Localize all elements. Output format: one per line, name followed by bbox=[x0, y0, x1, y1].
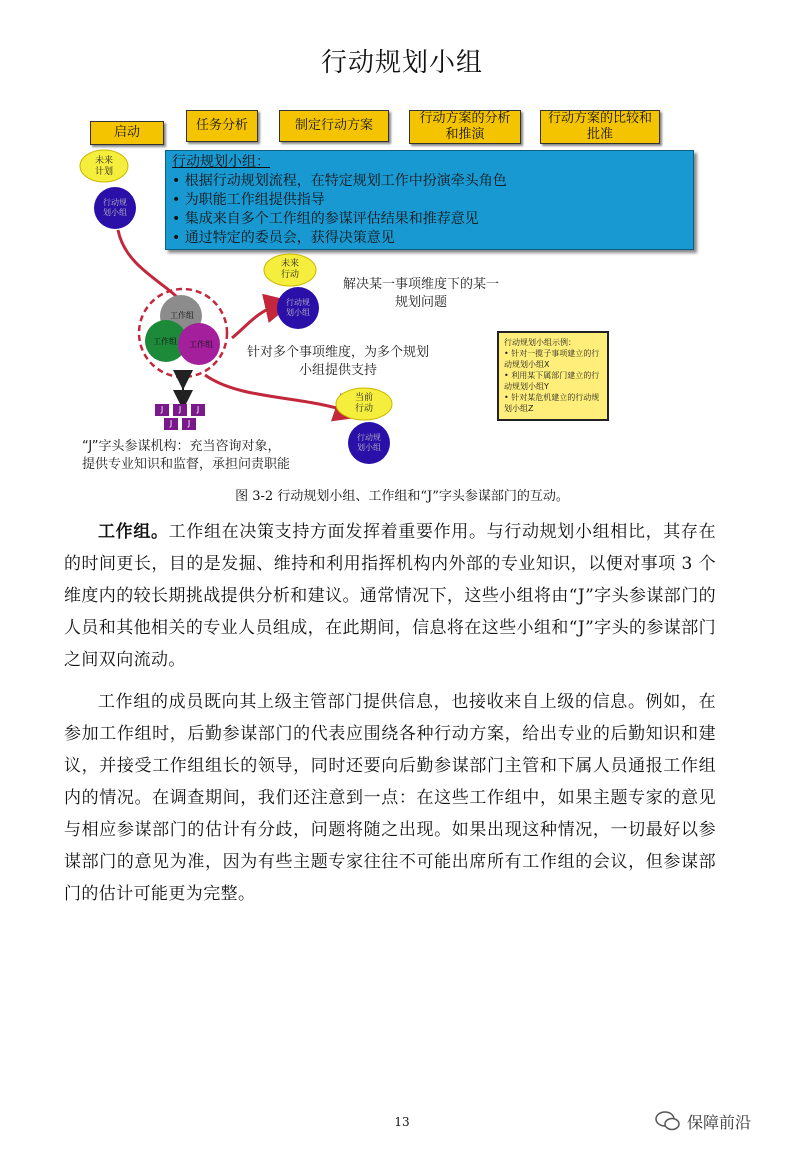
example-item-text: 针对一揽子事项建立的行动规划小组X bbox=[504, 349, 600, 369]
example-item-text: 利用某下属部门建立的行动规划小组Y bbox=[504, 371, 600, 391]
watermark bbox=[655, 1108, 795, 1134]
arrow-to-future-action bbox=[232, 305, 280, 338]
note-multi-dimension: 针对多个事项维度，为多个规划 小组提供支持 bbox=[246, 345, 429, 378]
watermark-text: 保障前沿 bbox=[687, 1112, 752, 1132]
cloud-current-action-label: 当前 行动 bbox=[354, 393, 373, 414]
example-item-text: 针对某危机建立的行动规划小组Z bbox=[504, 393, 600, 413]
info-box-item: • 为职能工作组提供指导 bbox=[172, 191, 687, 210]
j-icon-letter: J bbox=[178, 405, 182, 414]
working-group-label: 工作组 bbox=[189, 340, 213, 349]
step-task-analysis: 任务分析 bbox=[186, 110, 258, 142]
j-icon-letter: J bbox=[196, 405, 200, 414]
step-develop-coa: 制定行动方案 bbox=[279, 110, 389, 142]
examples-title: 行动规划小组示例： bbox=[504, 338, 576, 347]
paragraph-text: 工作组的成员既向其上级主管部门提供信息，也接收来自上级的信息。例如，在参加工作组时，后勤参谋部门的代表应围绕各种行动方案，给出专业的后勤知识和建议，并接受工作组组长的领导，同时还要向后勤参谋部门主管和下属人员通报工作组内的情况。在调查期间，我们还注意到一点：在这些工作组中，如果主题专家的意见与相应参谋部门的估计有分歧，问题将随之出现。如果出现这种情况，一切最好以参谋部门的意见为准，因为有些主题专家往往不可能出席所有工作组的会议，但参谋部门的估计可能更为完整。 bbox=[64, 692, 716, 904]
planning-group-label-3: 行动规 划小组 bbox=[357, 433, 381, 452]
cloud-future-action-label: 未来 行动 bbox=[280, 259, 299, 280]
figure-title: 行动规划小组 bbox=[320, 48, 483, 78]
info-box-item: • 通过特定的委员会，获得决策意见 bbox=[172, 229, 687, 248]
paragraph-members bbox=[64, 686, 716, 910]
j-icon-letter: J bbox=[187, 419, 191, 428]
example-item: • 针对一揽子事项建立的行动规划小组X bbox=[504, 349, 600, 369]
example-item: • 利用某下属部门建立的行动规划小组Y bbox=[504, 371, 600, 391]
planning-group-label-2: 行动规 划小组 bbox=[286, 298, 310, 317]
info-box-item: • 集成来自多个工作组的参谋评估结果和推荐意见 bbox=[172, 210, 687, 229]
info-box-item: • 根据行动规划流程，在特定规划工作中扮演牵头角色 bbox=[172, 172, 687, 191]
info-box-title: 行动规划小组： bbox=[172, 154, 270, 170]
interaction-diagram bbox=[0, 0, 804, 480]
planning-group-examples-box bbox=[497, 331, 609, 421]
j-icon-letter: J bbox=[169, 419, 173, 428]
example-item: • 针对某危机建立的行动规划小组Z bbox=[504, 393, 600, 413]
arrow-to-current-action bbox=[205, 375, 350, 412]
working-group-label: 工作组 bbox=[170, 311, 194, 320]
figure-caption: 图 3-2 行动规划小组、工作组和“J”字头参谋部门的互动。 bbox=[235, 489, 569, 504]
step-coa-comparison: 行动方案的比较和 批准 bbox=[540, 110, 660, 144]
wechat-icon bbox=[655, 1110, 681, 1132]
planning-group-label-1: 行动规 划小组 bbox=[103, 198, 127, 217]
note-single-dimension: 解决某一事项维度下的某一 规划问题 bbox=[342, 277, 499, 310]
step-coa-analysis: 行动方案的分析 和推演 bbox=[409, 110, 521, 144]
paragraph-lead: 工作组。 bbox=[98, 522, 169, 542]
paragraph-working-groups bbox=[64, 516, 716, 676]
step-start: 启动 bbox=[90, 121, 164, 145]
cloud-future-plan-label: 未来 计划 bbox=[94, 156, 113, 177]
j-icon-letter: J bbox=[160, 405, 164, 414]
page-number: 13 bbox=[394, 1115, 410, 1129]
working-group-label: 工作组 bbox=[153, 337, 177, 346]
paragraph-text: 工作组在决策支持方面发挥着重要作用。与行动规划小组相比，其存在的时间更长，目的是发掘、维持和利用指挥机构内外部的专业知识，以便对事项 3 个维度内的较长期挑战提供分析和建议。通常情况下，这些小组将由“J”字头参谋部门的人员和其他相关的专业人员组成，在此期间，信息将在这些小组和“J”字头的参谋部门之间双向流动。 bbox=[64, 522, 716, 670]
arrow-to-future-plan bbox=[118, 230, 178, 298]
note-j-staff: “J”字头参谋机构：充当咨询对象， 提供专业知识和监督，承担问责职能 bbox=[82, 439, 291, 472]
